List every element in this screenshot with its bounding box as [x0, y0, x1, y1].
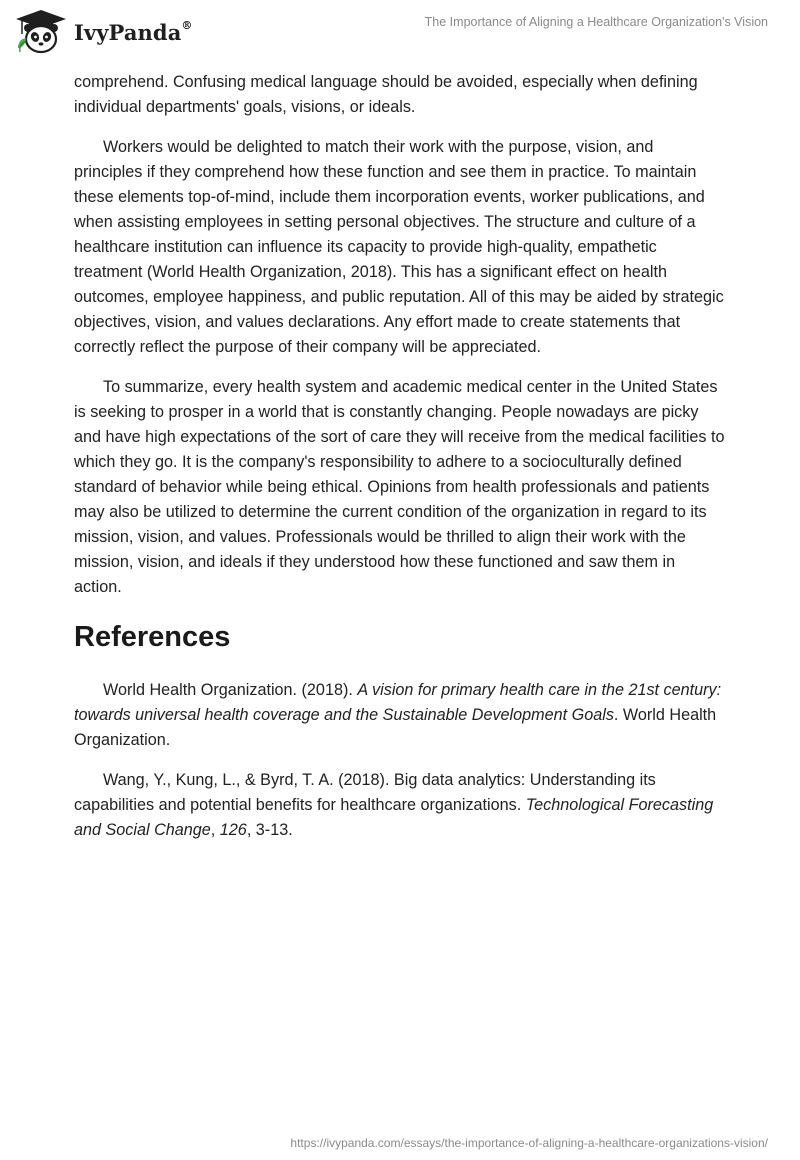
brand-name-text: IvyPanda — [74, 19, 182, 45]
paragraph-continuation: comprehend. Confusing medical language should be avoided, especially when defining individual departments' goals, visions, or ideals. — [74, 73, 698, 116]
brand-name — [74, 20, 193, 45]
reference-volume: 126 — [219, 821, 247, 839]
brand-logo[interactable] — [14, 8, 193, 54]
document-title: The Importance of Aligning a Healthcare Organization's Vision — [424, 15, 768, 29]
reference-publisher: . World Health Organization. — [74, 706, 717, 749]
reference-item — [74, 768, 726, 843]
essay-content — [74, 70, 726, 858]
reference-authors: Wang, Y., Kung, L., & Byrd, T. A. (2018). Big data analytics: Understanding its capabilities and potential benefits for healthcare organizations. — [74, 771, 656, 814]
reference-separator: , — [210, 821, 220, 839]
reference-journal: Technological Forecasting and Social Change — [74, 796, 714, 839]
reference-authors: World Health Organization. (2018). — [103, 681, 358, 699]
references-heading: References — [74, 621, 231, 653]
registered-mark: ® — [181, 18, 193, 32]
reference-item — [74, 678, 726, 753]
paragraph-summary: To summarize, every health system and academic medical center in the United States is seeking to prosper in a world that is constantly changing. People nowadays are picky and have high expectations of the sort of care they will receive from the medical facilities to which they go. It is the company's responsibility to adhere to a socioculturally defined standard of behavior while being ethical. Opinions from health professionals and patients may also be utilized to determine the current condition of the organization in regard to its mission, vision, and values. Professionals would be thrilled to align their work with the mission, vision, and ideals if they understood how these functioned and saw them in action. — [74, 378, 725, 596]
reference-title: A vision for primary health care in the 21st century: towards universal health coverage and the Sustainable Development Goals — [74, 681, 722, 724]
paragraph-workers: Workers would be delighted to match their work with the purpose, vision, and principles if they comprehend how these function and see them in practice. To maintain these elements top-of-mind, include them incorporation events, worker publications, and when assisting employees in setting personal objectives. The structure and culture of a healthcare institution can influence its capacity to provide high-quality, empathetic treatment (World Health Organization, 2018). This has a significant effect on health outcomes, employee happiness, and public reputation. All of this may be aided by strategic objectives, vision, and values declarations. Any effort made to create statements that correctly reflect the purpose of their company will be appreciated. — [74, 138, 724, 356]
source-url[interactable]: https://ivypanda.com/essays/the-importance-of-aligning-a-healthcare-organizations-vision/ — [290, 1136, 768, 1150]
reference-pages: , 3-13. — [246, 821, 293, 839]
page-header — [0, 0, 800, 62]
panda-graduate-icon — [14, 8, 68, 54]
